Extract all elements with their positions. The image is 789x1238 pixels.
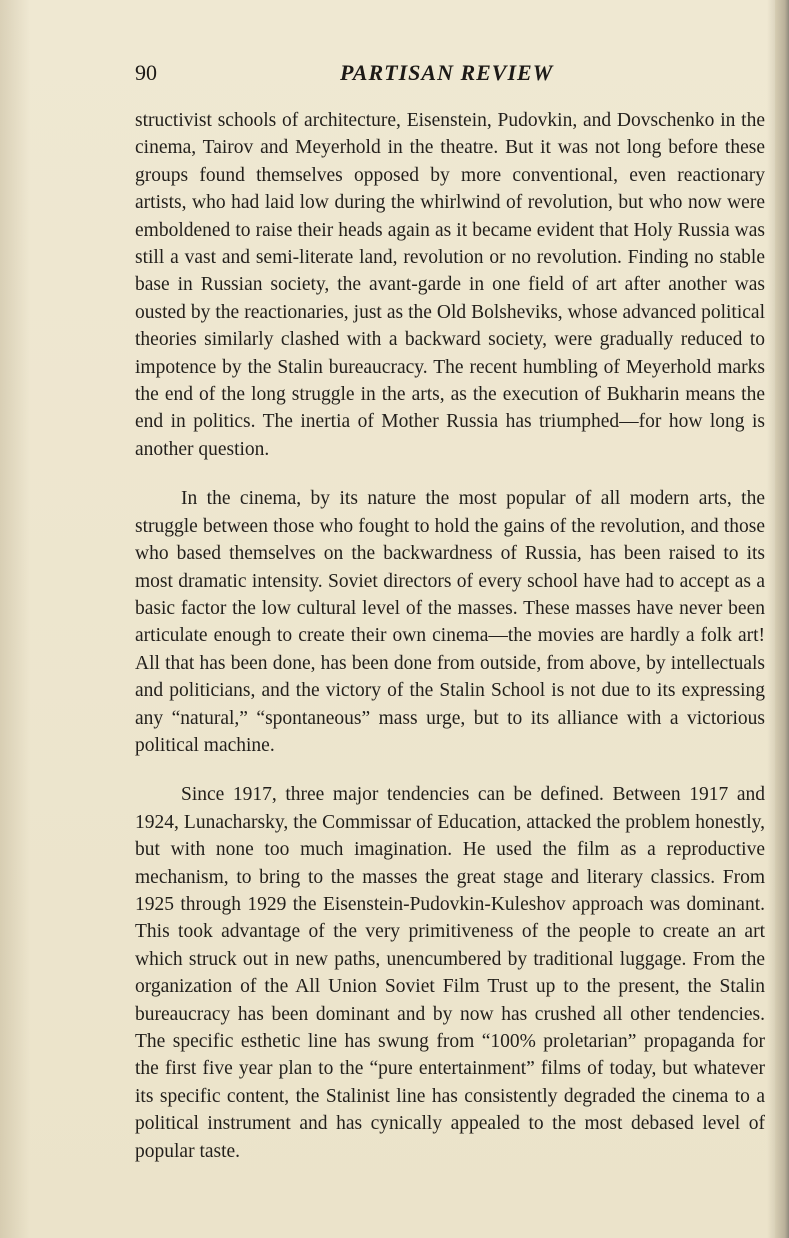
paragraph-1: structivist schools of architecture, Eisenstein, Pudovkin, and Dovschenko in the cinema, Tairov and Meyerhold in the theatre. But it was not long before these groups found themselves opposed by more conventional, even reactionary artists, who had laid low during the whirlwind of revolution, but who now were emboldened to raise their heads again as it became evident that Holy Russia was still a vast and semi-literate land, revolution or no revolution. Finding no stable base in Russian society, the avant-garde in one field of art after another was ousted by the reactionaries, just as the Old Bolsheviks, whose advanced political theories similarly clashed with a backward society, were gradually reduced to impotence by the Stalin bureaucracy. The recent humbling of Meyerhold marks the end of the long struggle in the arts, as the execution of Bukharin means the end in politics. The inertia of Mother Russia has triumphed—for how long is another question. [135,110,765,460]
running-title: PARTISAN REVIEW [340,60,554,85]
body-text [135,107,765,1165]
page-number: 90 [135,60,157,85]
paragraph-3: Since 1917, three major tendencies can be defined. Between 1917 and 1924, Lunacharsky, the Commissar of Education, attacked the problem honestly, but with none too much imagination. He used the film as a reproductive mechanism, to bring to the masses the great stage and literary classics. From 1925 through 1929 the Eisenstein-Pudovkin-Kuleshov approach was dominant. This took advantage of the very primitiveness of the people to create an art which struck out in new paths, unencumbered by traditional luggage. From the organization of the All Union Soviet Film Trust up to the present, the Stalin bureaucracy has been dominant and by now has crushed all other tendencies. The specific esthetic line has swung from “100% proletarian” propaganda for the first five year plan to the “pure entertainment” films of today, but whatever its specific content, the Stalinist line has consistently degraded the cinema to a political instrument and has cynically appealed to the most debased level of popular taste. [135,784,765,1162]
page-header [135,58,765,88]
paragraph-2: In the cinema, by its nature the most popular of all modern arts, the struggle between those who fought to hold the gains of the revolution, and those who based themselves on the backwardness of Russia, has been raised to its most dramatic intensity. Soviet directors of every school have had to accept as a basic factor the low cultural level of the masses. These masses have never been articulate enough to create their own cinema—the movies are hardly a folk art! All that has been done, has been done from outside, from above, by intellectuals and politicians, and the victory of the Stalin School is not due to its expressing any “natural,” “spontaneous” mass urge, but to its alliance with a victorious political machine. [135,488,765,756]
page-edge-shadow [775,0,789,1238]
